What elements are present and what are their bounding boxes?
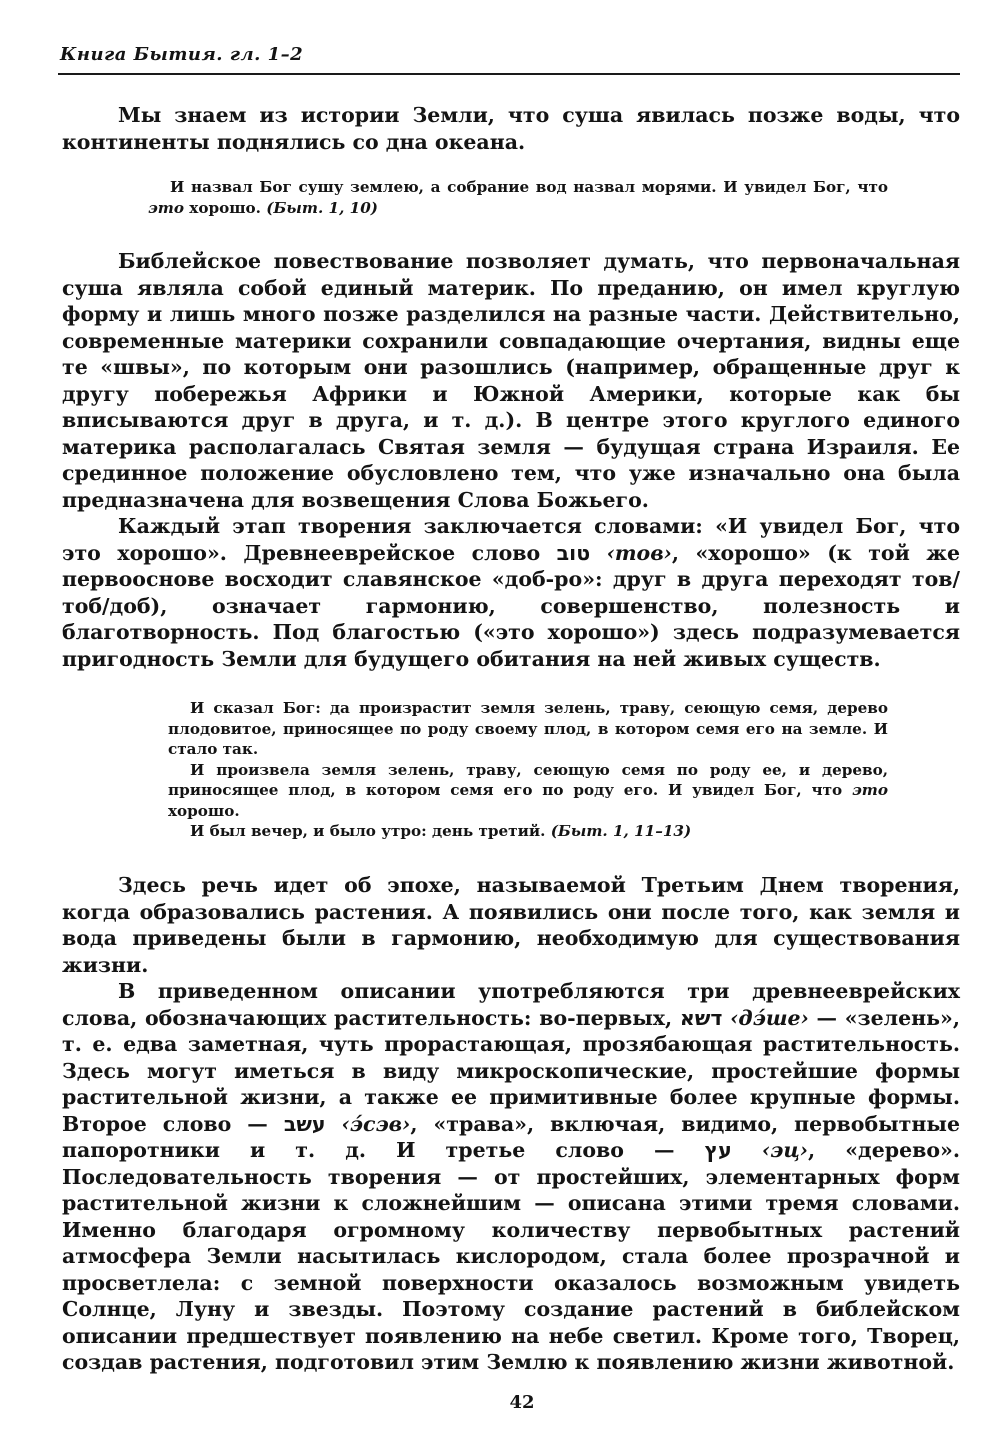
- paragraph-plant-words: [62, 978, 960, 1376]
- paragraph-continent: [62, 248, 960, 513]
- quote-2-emphasis: это: [852, 781, 888, 799]
- quote-2-reference: (Быт. 1, 11–13): [550, 822, 692, 840]
- quote-2-line-3: И был вечер, и было утро: день третий.: [190, 822, 551, 840]
- hebrew-word-esev: עשב: [283, 1111, 326, 1136]
- translit-esev: ‹э́сэв›: [341, 1111, 411, 1136]
- paragraph-tov-text-a: Каждый этап творения заключается словами: «И увидел Бог, что это хорошо». Древнееврейское слово: [62, 514, 960, 565]
- translit-ets: ‹эц›: [761, 1138, 808, 1162]
- hebrew-word-tov: טוב: [556, 540, 591, 565]
- hebrew-word-ets: עץ: [704, 1138, 732, 1162]
- hebrew-word-deshe: דשא: [679, 1005, 723, 1030]
- bottom-section: [62, 872, 960, 1376]
- paragraph-tov-text-b: , «хорошо» (к той же первооснове восходит славянское «доб-ро»: друг в друга переходят тов/тоб/доб), означает гармонию, совершенство, полезность и благотворность. Под благостью («это хорошо») здесь подразумевается пригодность Земли для будущего обитания на ней живых существ.: [62, 540, 960, 671]
- quote-1-text: И назвал Бог сушу землею, а собрание вод назвал морями. И увидел Бог, что: [170, 178, 888, 196]
- paragraph-intro-text: Мы знаем из истории Земли, что суша явилась позже воды, что континенты поднялись со дна океана.: [62, 103, 960, 154]
- paragraph-intro: [62, 102, 960, 155]
- translit-tov: ‹тов›: [606, 540, 672, 565]
- page-number: 42: [509, 1392, 535, 1413]
- plant-words-text-d: , «дерево». Последовательность творения — от простейших, элементарных форм растительной жизни к сложнейшим — описана этими тремя словами. Именно благодаря огромному количеству первобытных растений атмосфера Земли насытилась кислородом, стала более прозрачной и просветлела: с земной поверхности оказалось возможным увидеть Солнце, Луну и звезды. Поэтому создание растений в библейском описании предшествует появлению на небе светил. Кроме того, Творец, создав растения, подготовил этим Землю к появлению жизни животной.: [62, 1138, 960, 1374]
- paragraph-continent-text: Библейское повествование позволяет думать, что первоначальная суша являла собой единый материк. По преданию, он имел круглую форму и лишь много позже разделился на разные части. Действительно, современные материки сохранили совпадающие очертания, видны еще те «швы», по которым они разошлись (например, обращенные друг к другу побережья Африки и Южной Америки, которые как бы вписываются друг в друга, и т. д.). В центре этого круглого единого материка располагалась Святая земля — будущая страна Израиля. Ее срединное положение обусловлено тем, что уже изначально она была предназначена для возвещения Слова Божьего.: [62, 249, 960, 512]
- quote-2-line-1: И сказал Бог: да произрастит земля зелень, траву, сеющую семя, дерево плодовитое, приносящее по роду своему плод, в котором семя его на земле. И стало так.: [168, 699, 888, 758]
- paragraph-third-day-text: Здесь речь идет об эпохе, называемой Третьим Днем творения, когда образовались растения. А появились они после того, как земля и вода приведены были в гармонию, необходимую для существования жизни.: [62, 873, 960, 977]
- plant-words-text-a: В приведенном описании употребляются три древнееврейских слова, обозначающих растительность: во-первых,: [62, 979, 960, 1030]
- bible-quote-2: [168, 698, 888, 842]
- quote-2-line-2b: хорошо.: [168, 801, 240, 820]
- plant-words-text-c: , «трава», включая, видимо, первобытные папоротники и т. д. И третье слово —: [62, 1111, 960, 1162]
- quote-1-text-2: хорошо.: [184, 198, 267, 217]
- plant-words-text-b: — «зелень», т. е. едва заметная, чуть прорастающая, прозябающая растительность. Здесь могут иметься в виду микроскопические, простейшие формы растительной жизни, а также ее примитивные более крупные формы. Второе слово —: [62, 1005, 961, 1136]
- middle-section: [62, 248, 960, 672]
- header-rule: [58, 73, 960, 75]
- translit-deshe: ‹дэ́ше›: [730, 1005, 809, 1030]
- paragraph-third-day: [62, 872, 960, 978]
- quote-1-reference: (Быт. 1, 10): [266, 198, 378, 217]
- quote-1-emphasis: это: [148, 198, 184, 217]
- paragraph-tov: [62, 513, 960, 672]
- bible-quote-1: [148, 177, 888, 218]
- quote-2-line-2a: И произвела земля зелень, траву, сеющую семя по роду ее, и дерево, приносящее плод, в котором семя его по роду его. И увидел Бог, что: [168, 760, 888, 799]
- running-header: Книга Бытия. гл. 1–2: [60, 44, 304, 65]
